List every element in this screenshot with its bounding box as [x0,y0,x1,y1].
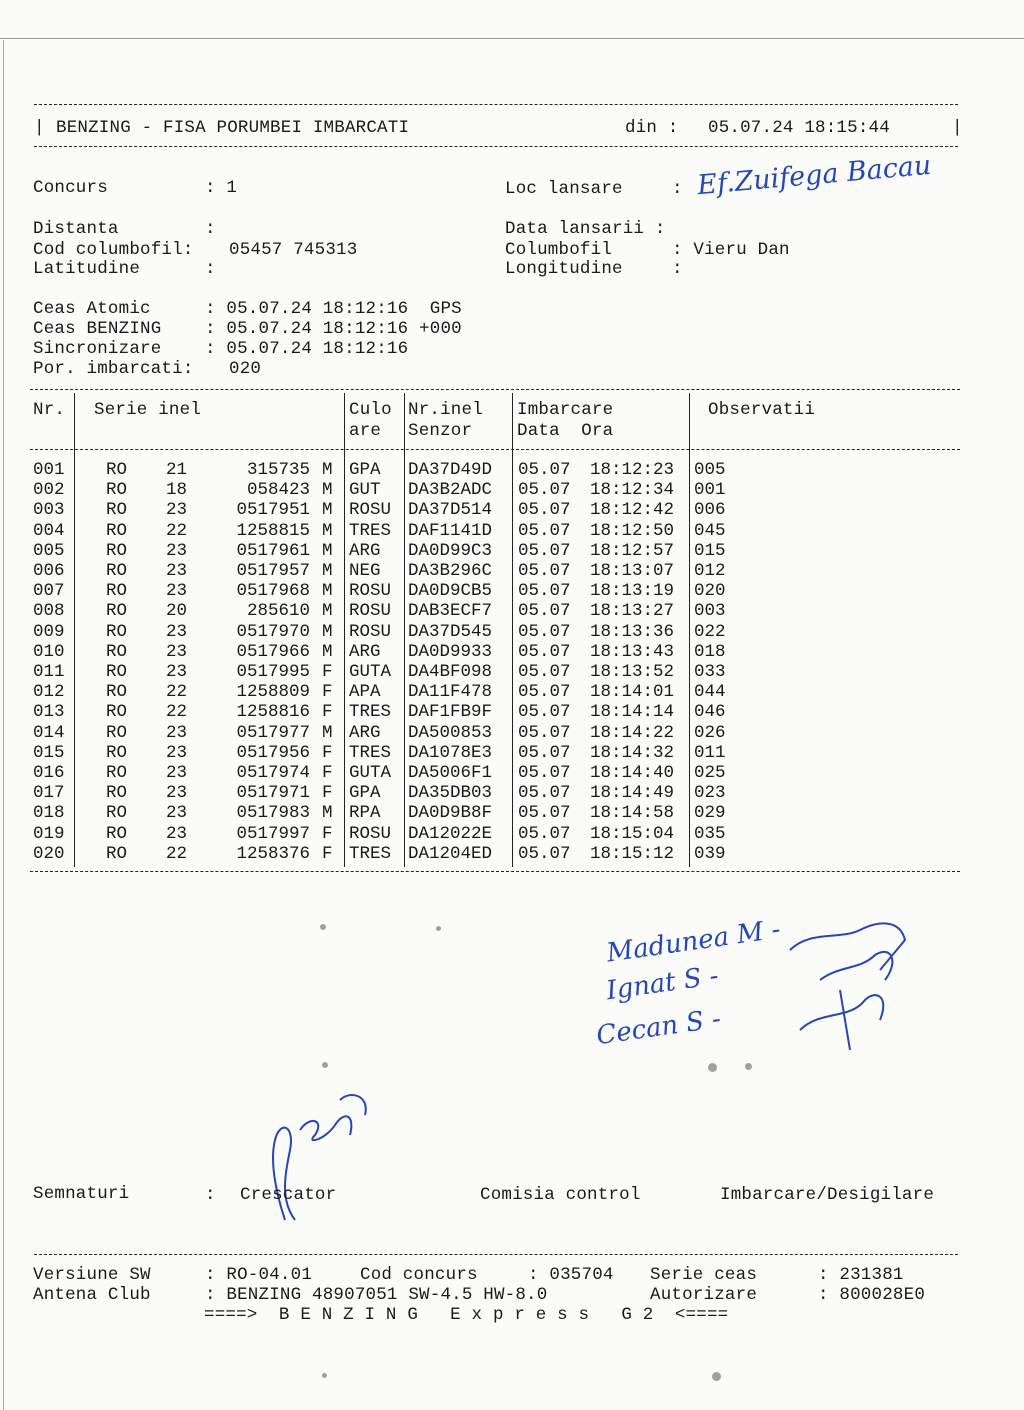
cell-time: 18:14:40 [590,763,675,783]
cell-country: RO [106,682,128,703]
page-title: BENZING - FISA PORUMBEI IMBARCATI [56,118,410,138]
cell-nr: 014 [33,722,65,743]
cell-sex: M [322,480,333,501]
cell-nr: 017 [33,783,65,804]
cell-time: 18:12:50 [590,520,675,541]
cell-color: TRES [349,520,392,541]
cell-date: 05.07 [518,742,571,763]
cell-nr: 016 [33,763,65,783]
cell-year: 23 [166,561,188,581]
cell-country: RO [106,722,128,743]
cell-sex: M [322,601,333,622]
cell-ring: 1258376 [236,843,310,864]
cell-country: RO [106,742,128,763]
cell-time: 18:12:23 [590,460,675,480]
cell-color: GUTA [349,763,392,783]
cell-date: 05.07 [518,601,571,622]
cell-nr: 011 [33,662,65,682]
cell-nr: 015 [33,742,65,763]
cell-color: ROSU [349,500,392,521]
ceas-atomic-label: Ceas Atomic [33,299,151,319]
handwritten-commission-3: Cecan S - [594,1002,731,1052]
cell-color: ROSU [349,823,392,844]
cell-year: 23 [166,621,188,642]
cell-time: 18:13:36 [590,621,675,642]
latitudine-label: Latitudine [33,259,141,279]
por-imbarcati-label: Por. imbarcati: [33,359,194,379]
cell-sex: F [322,682,333,703]
cell-time: 18:15:12 [590,843,675,864]
cell-sensor: DAB3ECF7 [408,601,493,622]
cell-sensor: DA0D9933 [408,641,493,662]
cell-ring: 0517957 [236,561,310,581]
cell-ring: 315735 [246,460,310,480]
longitudine-label: Longitudine [505,259,623,279]
cell-observatii: 003 [694,601,726,622]
cell-year: 23 [166,500,188,521]
cell-nr: 012 [33,682,65,703]
cell-time: 18:14:22 [590,722,675,743]
cell-observatii: 006 [694,500,726,521]
cell-date: 05.07 [518,480,571,501]
cell-country: RO [106,520,128,541]
cell-sensor: DA1204ED [408,843,493,864]
cell-observatii: 045 [694,520,726,541]
cell-color: ROSU [349,601,392,622]
cell-country: RO [106,823,128,844]
cell-time: 18:13:19 [590,581,675,602]
header-left-bar: | [34,118,45,138]
cell-sex: M [322,722,333,743]
cell-ring: 0517971 [236,783,310,804]
cell-sensor: DAF1FB9F [408,702,493,723]
cell-sensor: DA12022E [408,823,493,844]
cell-observatii: 026 [694,722,726,743]
crescator-signature [255,1080,385,1230]
cell-ring: 0517974 [236,763,310,783]
header-date-label: din : [625,118,679,138]
cell-country: RO [106,621,128,642]
cell-sensor: DA0D99C3 [408,540,493,561]
scan-speck [708,1063,717,1072]
cell-observatii: 023 [694,783,726,804]
cell-color: ARG [349,641,381,662]
cell-country: RO [106,500,128,521]
autorizare-value: : 800028E0 [818,1285,926,1305]
cell-sensor: DA37D514 [408,500,493,521]
cod-concurs-value: : 035704 [528,1265,614,1285]
cell-observatii: 001 [694,480,726,501]
cell-country: RO [106,763,128,783]
cell-year: 22 [166,843,188,864]
cell-observatii: 044 [694,682,726,703]
cell-date: 05.07 [518,641,571,662]
cell-ring: 0517966 [236,641,310,662]
cell-sensor: DA0D9CB5 [408,581,493,602]
cell-year: 22 [166,682,188,703]
col-divider-4 [512,393,513,867]
cell-date: 05.07 [518,581,571,602]
cell-observatii: 039 [694,843,726,864]
cell-time: 18:13:43 [590,641,675,662]
cod-columbofil-label: Cod columbofil: [33,240,194,260]
cell-nr: 002 [33,480,65,501]
col-divider-3 [404,393,405,867]
cell-date: 05.07 [518,823,571,844]
cell-year: 23 [166,803,188,824]
cell-observatii: 035 [694,823,726,844]
cell-observatii: 015 [694,540,726,561]
col-divider-5 [689,393,690,867]
cell-sensor: DA500853 [408,722,493,743]
cell-country: RO [106,540,128,561]
antena-value: : BENZING 48907051 SW-4.5 HW-8.0 [205,1285,548,1305]
scan-speck [436,926,441,931]
cell-color: GUTA [349,662,392,682]
concurs-label: Concurs [33,178,108,198]
cell-year: 22 [166,702,188,723]
cell-sensor: DA11F478 [408,682,493,703]
header-date-value: 05.07.24 18:15:44 [708,118,890,138]
cell-observatii: 025 [694,763,726,783]
cell-country: RO [106,480,128,501]
cell-sex: M [322,621,333,642]
cell-observatii: 046 [694,702,726,723]
cell-observatii: 012 [694,561,726,581]
cell-year: 20 [166,601,188,622]
cell-nr: 003 [33,500,65,521]
col-header-imbarcare: Imbarcare [517,400,614,420]
cell-color: TRES [349,702,392,723]
cell-ring: 0517968 [236,581,310,602]
cell-ring: 1258809 [236,682,310,703]
cell-country: RO [106,561,128,581]
scan-speck [320,924,326,930]
cell-sensor: DA4BF098 [408,662,493,682]
cell-date: 05.07 [518,783,571,804]
commission-signatures-scribble [780,910,920,1060]
cell-country: RO [106,662,128,682]
cell-sex: M [322,561,333,581]
cell-sex: F [322,702,333,723]
cell-date: 05.07 [518,460,571,480]
ceas-benzing-label: Ceas BENZING [33,319,162,339]
col-header-culoare: Culo [349,400,392,420]
cell-ring: 0517977 [236,722,310,743]
cell-year: 22 [166,520,188,541]
ceas-atomic-value: : 05.07.24 18:12:16 GPS [205,299,462,319]
cell-year: 23 [166,742,188,763]
cell-time: 18:14:58 [590,803,675,824]
loc-lansare-label: Loc lansare [505,179,623,199]
cell-observatii: 029 [694,803,726,824]
cell-ring: 058423 [246,480,310,501]
cell-date: 05.07 [518,520,571,541]
scan-speck [745,1063,752,1070]
cell-ring: 0517995 [236,662,310,682]
cell-observatii: 005 [694,460,726,480]
cell-sex: M [322,500,333,521]
scan-speck [322,1373,327,1378]
por-imbarcati-value: 020 [229,359,262,379]
cell-year: 23 [166,641,188,662]
cell-color: TRES [349,843,392,864]
cell-nr: 005 [33,540,65,561]
cell-nr: 019 [33,823,65,844]
semnaturi-colon: : [205,1185,216,1205]
cell-observatii: 020 [694,581,726,602]
cell-date: 05.07 [518,803,571,824]
cell-time: 18:12:57 [590,540,675,561]
autorizare-label: Autorizare [650,1285,758,1305]
cell-color: GUT [349,480,381,501]
scan-left-edge [3,40,4,1410]
table-bottom-rule [30,871,960,872]
cell-date: 05.07 [518,561,571,581]
cell-sex: F [322,742,333,763]
cell-ring: 0517961 [236,540,310,561]
cell-year: 23 [166,783,188,804]
distanta-value: : [205,219,216,239]
col-header-observatii: Observatii [708,400,816,420]
cell-sensor: DA1078E3 [408,742,493,763]
table-header-rule [30,449,960,450]
cell-nr: 001 [33,460,65,480]
cell-color: TRES [349,742,392,763]
cell-color: ROSU [349,581,392,602]
sincronizare-value: : 05.07.24 18:12:16 [205,339,409,359]
cell-ring: 1258815 [236,520,310,541]
cell-sex: M [322,540,333,561]
cell-country: RO [106,783,128,804]
cell-nr: 018 [33,803,65,824]
cell-sex: M [322,460,333,480]
col-header-data-ora: Data Ora [517,421,614,441]
cell-color: RPA [349,803,381,824]
cell-time: 18:14:49 [590,783,675,804]
cell-date: 05.07 [518,702,571,723]
cell-sex: M [322,581,333,602]
cell-sex: F [322,763,333,783]
cod-columbofil-value: 05457 745313 [229,240,358,260]
cell-time: 18:14:32 [590,742,675,763]
cell-ring: 0517983 [236,803,310,824]
handwritten-commission-1: Madunea M - [604,913,791,969]
cell-time: 18:15:04 [590,823,675,844]
benzing-banner: ====> B E N Z I N G E x p r e s s G 2 <==== [204,1305,729,1325]
cell-ring: 0517997 [236,823,310,844]
columbofil-label: Columbofil [505,240,613,260]
cell-country: RO [106,803,128,824]
cell-sensor: DA37D49D [408,460,493,480]
cell-sex: F [322,823,333,844]
cell-country: RO [106,581,128,602]
serie-ceas-value: : 231381 [818,1265,904,1285]
cell-sex: F [322,783,333,804]
cell-color: ARG [349,722,381,743]
scan-speck [322,1062,328,1068]
cell-sensor: DA5006F1 [408,763,493,783]
col-header-nr: Nr. [33,400,66,420]
cell-country: RO [106,702,128,723]
col-header-nrinel: Nr.inel [408,400,483,420]
cell-nr: 009 [33,621,65,642]
cell-time: 18:13:27 [590,601,675,622]
cell-observatii: 018 [694,641,726,662]
cell-ring: 0517951 [236,500,310,521]
footer-top-rule [34,1254,958,1255]
cell-color: GPA [349,460,381,480]
cell-ring: 0517970 [236,621,310,642]
data-lansarii-label: Data lansarii : [505,219,666,239]
cell-sex: M [322,803,333,824]
cell-year: 23 [166,581,188,602]
cell-date: 05.07 [518,500,571,521]
cell-ring: 285610 [246,601,310,622]
cell-country: RO [106,601,128,622]
cell-nr: 007 [33,581,65,602]
cell-sensor: DA0D9B8F [408,803,493,824]
comisia-label: Comisia control [480,1185,641,1205]
ceas-benzing-value: : 05.07.24 18:12:16 +000 [205,319,462,339]
longitudine-value: : [672,259,683,279]
cell-observatii: 033 [694,662,726,682]
col-divider-1 [74,393,75,867]
handwritten-commission-2: Ignat S - [604,959,729,1007]
cell-sensor: DA3B296C [408,561,493,581]
cell-sensor: DAF1141D [408,520,493,541]
antena-label: Antena Club [33,1285,151,1305]
cell-ring: 0517956 [236,742,310,763]
cell-nr: 004 [33,520,65,541]
cell-date: 05.07 [518,662,571,682]
handwritten-release-location: Ef.Zuifega Bacau [696,149,933,202]
cell-color: APA [349,682,381,703]
cell-nr: 008 [33,601,65,622]
cell-observatii: 022 [694,621,726,642]
distanta-label: Distanta [33,219,119,239]
cell-nr: 020 [33,843,65,864]
cell-year: 23 [166,540,188,561]
cell-year: 23 [166,722,188,743]
sincronizare-label: Sincronizare [33,339,162,359]
cell-time: 18:14:14 [590,702,675,723]
cell-year: 23 [166,823,188,844]
cell-date: 05.07 [518,682,571,703]
loc-lansare-value: : [672,179,683,199]
cell-time: 18:13:07 [590,561,675,581]
cell-sex: F [322,662,333,682]
cell-color: ROSU [349,621,392,642]
cell-year: 21 [166,460,188,480]
header-right-bar: | [952,118,963,138]
cell-time: 18:12:42 [590,500,675,521]
col-divider-2 [344,393,345,867]
table-top-rule [30,389,960,390]
cell-nr: 013 [33,702,65,723]
cell-country: RO [106,843,128,864]
cell-sex: F [322,843,333,864]
cell-country: RO [106,641,128,662]
cell-country: RO [106,460,128,480]
cell-nr: 006 [33,561,65,581]
cell-time: 18:12:34 [590,480,675,501]
cell-time: 18:13:52 [590,662,675,682]
cell-sex: M [322,520,333,541]
concurs-value: : 1 [205,178,238,198]
cell-observatii: 011 [694,742,726,763]
cell-time: 18:14:01 [590,682,675,703]
scan-speck [712,1372,721,1381]
cell-year: 23 [166,763,188,783]
versiune-label: Versiune SW [33,1265,151,1285]
cod-concurs-label: Cod concurs [360,1265,478,1285]
header-bottom-rule [34,146,958,147]
serie-ceas-label: Serie ceas [650,1265,758,1285]
latitudine-value: : [205,259,216,279]
header-top-rule [34,104,958,105]
cell-date: 05.07 [518,540,571,561]
col-header-serie: Serie inel [94,400,202,420]
cell-date: 05.07 [518,722,571,743]
cell-sensor: DA3B2ADC [408,480,493,501]
cell-year: 23 [166,662,188,682]
scan-top-edge [0,38,1024,39]
versiune-value: : RO-04.01 [205,1265,313,1285]
cell-color: GPA [349,783,381,804]
cell-sensor: DA35DB03 [408,783,493,804]
cell-year: 18 [166,480,188,501]
cell-color: ARG [349,540,381,561]
cell-sensor: DA37D545 [408,621,493,642]
cell-ring: 1258816 [236,702,310,723]
crescator-label: Crescator [240,1185,337,1205]
col-header-senzor: Senzor [408,421,473,441]
col-header-culoare-2: are [349,421,382,441]
columbofil-value: : Vieru Dan [672,240,790,260]
cell-sex: M [322,641,333,662]
semnaturi-label: Semnaturi [33,1184,130,1204]
imbarcare-desigilare-label: Imbarcare/Desigilare [720,1185,935,1205]
cell-date: 05.07 [518,763,571,783]
cell-date: 05.07 [518,843,571,864]
cell-nr: 010 [33,641,65,662]
cell-color: NEG [349,561,381,581]
cell-date: 05.07 [518,621,571,642]
